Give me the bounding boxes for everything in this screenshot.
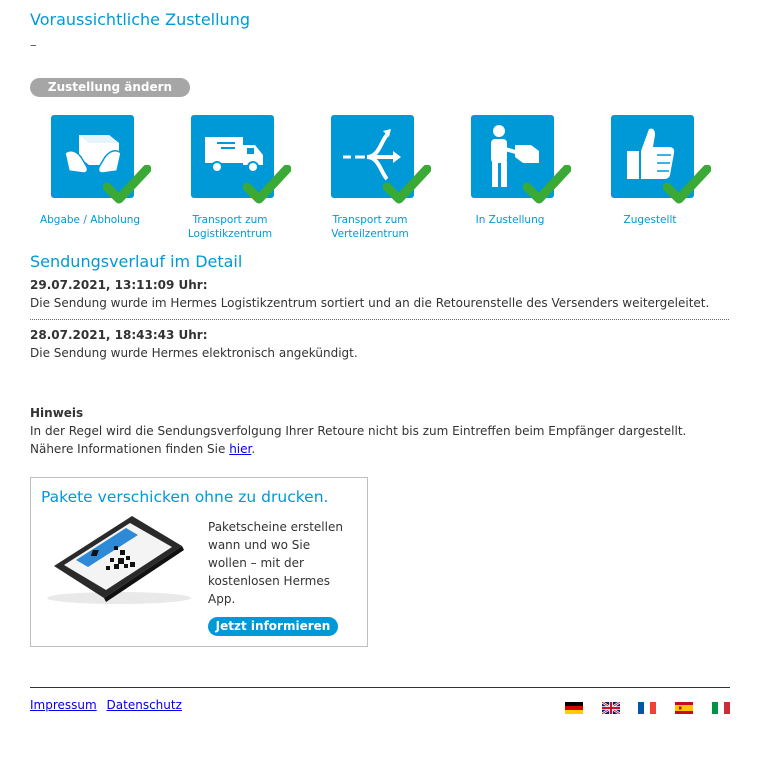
step-transport-logistics xyxy=(170,115,290,241)
app-promo-box xyxy=(30,477,368,647)
promo-title: Pakete verschicken ohne zu drucken. xyxy=(41,488,329,506)
flag-uk-icon[interactable] xyxy=(602,702,620,714)
history-entry-text: Die Sendung wurde im Hermes Logistikzentrum sortiert und an die Retourenstelle des Versenders weitergeleitet. xyxy=(30,296,710,310)
flag-it-icon[interactable] xyxy=(712,702,730,714)
impressum-link[interactable]: Impressum xyxy=(30,698,97,712)
hint-more-info xyxy=(30,440,730,458)
flag-de-icon[interactable] xyxy=(565,702,583,714)
datenschutz-link[interactable]: Datenschutz xyxy=(106,698,182,712)
flag-fr-icon[interactable] xyxy=(638,702,656,714)
step-transport-distribution xyxy=(310,115,430,241)
hint-more-prefix: Nähere Informationen finden Sie xyxy=(30,442,230,456)
phone-qr-icon xyxy=(44,514,194,606)
promo-text: Paketscheine erstellen wann und wo Sie wollen – mit der kostenlosen Hermes App. xyxy=(208,520,343,606)
footer-divider xyxy=(30,687,730,688)
history-entry-date: 28.07.2021, 18:43:43 Uhr: xyxy=(30,328,208,342)
step-label: In Zustellung xyxy=(475,214,545,226)
history-entry xyxy=(30,278,729,320)
hint-more-suffix: . xyxy=(251,442,256,456)
history-title: Sendungsverlauf im Detail xyxy=(30,252,243,271)
expected-delivery-title: Voraussichtliche Zustellung xyxy=(30,10,250,29)
step-in-delivery xyxy=(450,115,570,227)
step-label: Zugestellt xyxy=(623,214,677,226)
package-hands-icon xyxy=(51,115,134,198)
promo-info-button[interactable]: Jetzt informieren xyxy=(208,617,338,636)
hint-link[interactable]: hier xyxy=(229,442,252,456)
hint-title: Hinweis xyxy=(30,406,84,420)
step-delivered xyxy=(590,115,710,227)
step-handover xyxy=(30,115,150,227)
expected-delivery-value: – xyxy=(30,38,37,53)
flag-es-icon[interactable] xyxy=(675,702,693,714)
step-label: Transport zum Verteilzentrum xyxy=(331,214,409,240)
hint-section xyxy=(30,404,730,458)
history-entry xyxy=(30,328,729,360)
thumbs-up-icon xyxy=(611,115,694,198)
history-entry-text: Die Sendung wurde Hermes elektronisch angekündigt. xyxy=(30,346,358,360)
change-delivery-button[interactable]: Zustellung ändern xyxy=(30,78,190,97)
footer-links xyxy=(30,698,188,712)
step-label: Transport zum Logistikzentrum xyxy=(187,214,273,240)
history-entry-date: 29.07.2021, 13:11:09 Uhr: xyxy=(30,278,208,292)
courier-icon xyxy=(471,115,554,198)
truck-icon xyxy=(191,115,274,198)
step-label: Abgabe / Abholung xyxy=(39,214,141,226)
arrows-split-icon xyxy=(331,115,414,198)
hint-text: In der Regel wird die Sendungsverfolgung Ihrer Retoure nicht bis zum Eintreffen beim Empfänger dargestellt. xyxy=(30,424,687,438)
